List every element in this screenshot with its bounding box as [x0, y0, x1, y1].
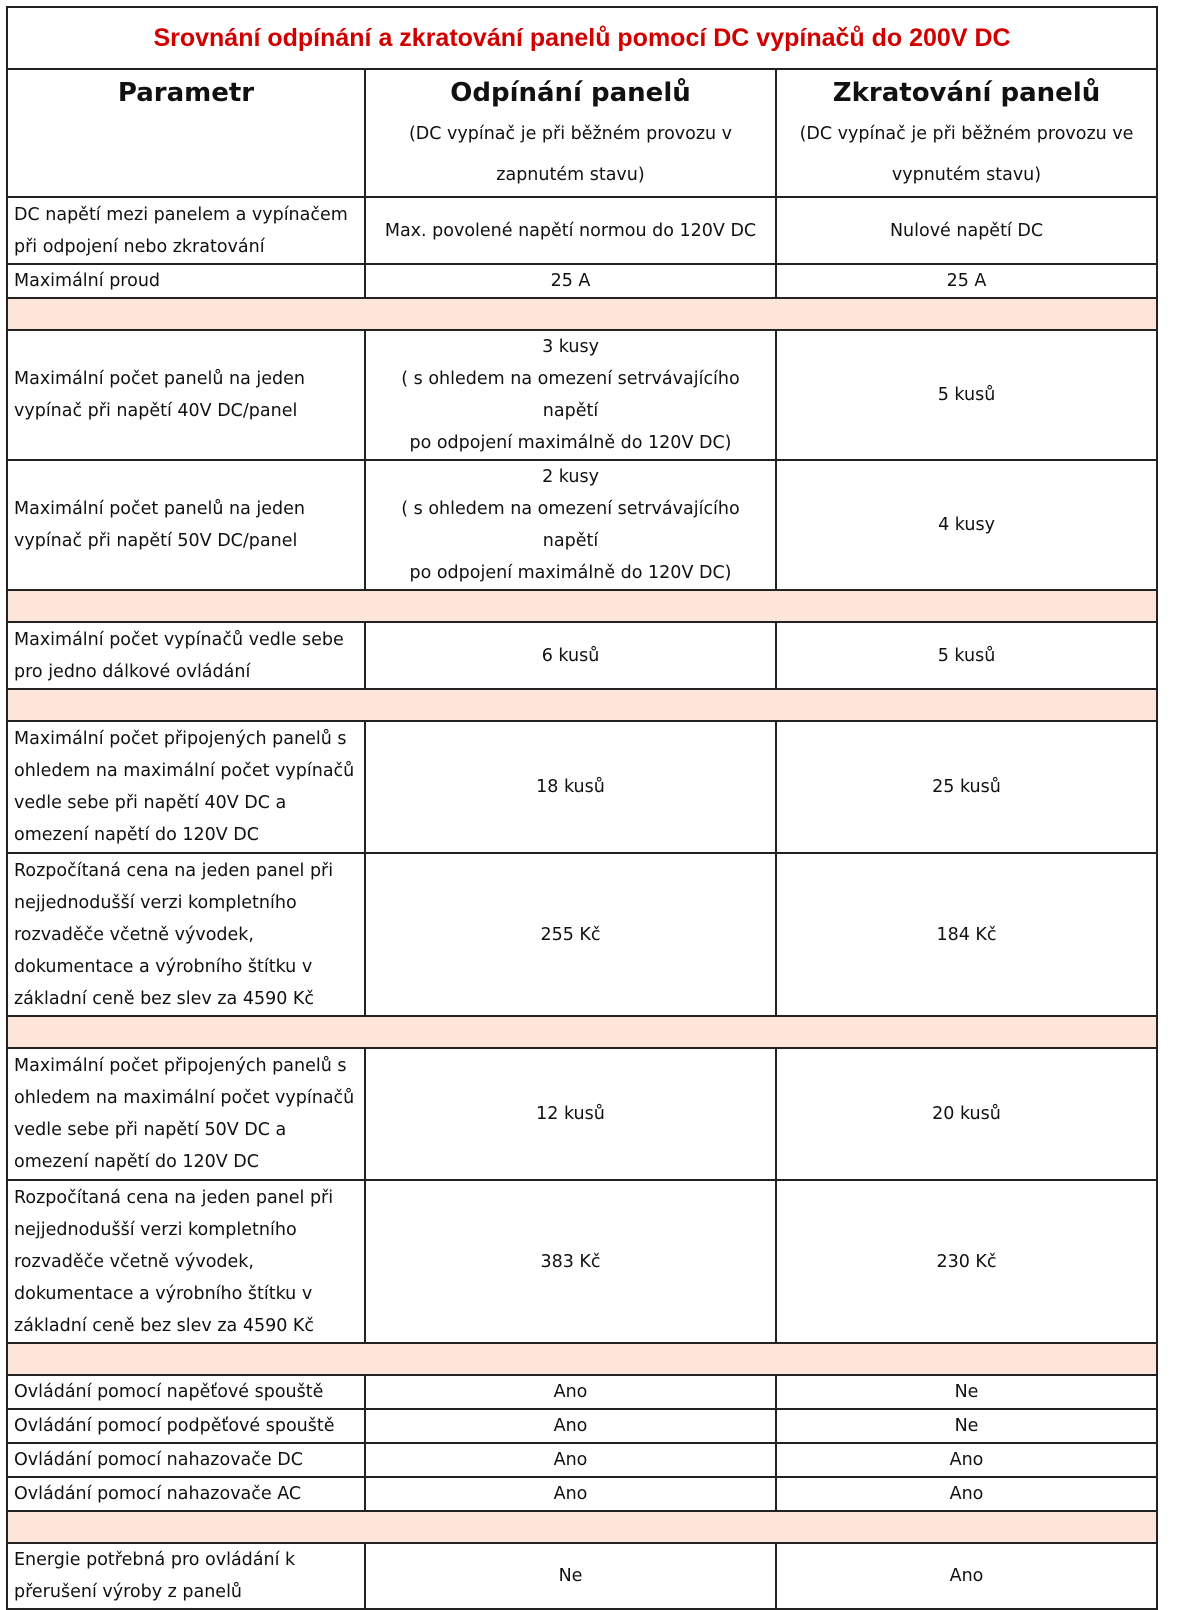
separator-cell [7, 1016, 1157, 1048]
value-odpinani: 6 kusů [365, 622, 776, 689]
value-zkratovani: 5 kusů [776, 330, 1157, 460]
comparison-table [6, 6, 1158, 1610]
value-zkratovani: 4 kusy [776, 460, 1157, 590]
value-zkratovani: 25 kusů [776, 721, 1157, 853]
param-cell: Energie potřebná pro ovládání k přerušení výroby z panelů [7, 1543, 365, 1609]
value-line: ( s ohledem na omezení setrvávajícího napětí [401, 369, 740, 421]
param-cell: Maximální proud [7, 264, 365, 298]
value-line: 2 kusy [542, 467, 599, 487]
header-col1-note: (DC vypínač je při běžném provozu v zapnutém stavu) [408, 124, 733, 185]
param-cell: Maximální počet vypínačů vedle sebe pro jedno dálkové ovládání [7, 622, 365, 689]
separator-row [7, 590, 1157, 622]
table-row [7, 1180, 1157, 1343]
separator-row [7, 1016, 1157, 1048]
header-param [7, 69, 365, 197]
param-cell: Ovládání pomocí napěťové spouště [7, 1375, 365, 1409]
table-row [7, 721, 1157, 853]
value-odpinani: 18 kusů [365, 721, 776, 853]
table-row [7, 1477, 1157, 1511]
value-line: po odpojení maximálně do 120V DC) [409, 433, 732, 453]
separator-row [7, 1343, 1157, 1375]
param-cell: Maximální počet panelů na jeden vypínač při napětí 50V DC/panel [7, 460, 365, 590]
title-row [7, 7, 1157, 69]
table-row [7, 1409, 1157, 1443]
separator-cell [7, 1343, 1157, 1375]
separator-cell [7, 298, 1157, 330]
value-odpinani: 25 A [365, 264, 776, 298]
table-row [7, 1543, 1157, 1609]
param-cell: Ovládání pomocí nahazovače AC [7, 1477, 365, 1511]
separator-cell [7, 1511, 1157, 1543]
value-odpinani: Ano [365, 1477, 776, 1511]
header-col2-note: (DC vypínač je při běžném provozu ve vypnutém stavu) [799, 124, 1134, 185]
value-zkratovani: 5 kusů [776, 622, 1157, 689]
value-odpinani: 12 kusů [365, 1048, 776, 1180]
value-line: ( s ohledem na omezení setrvávajícího napětí [401, 499, 740, 551]
table-row [7, 264, 1157, 298]
value-zkratovani: Ano [776, 1443, 1157, 1477]
value-odpinani: Ano [365, 1443, 776, 1477]
value-zkratovani: 184 Kč [776, 853, 1157, 1016]
table-row [7, 622, 1157, 689]
param-cell: Maximální počet panelů na jeden vypínač při napětí 40V DC/panel [7, 330, 365, 460]
value-zkratovani: Ano [776, 1543, 1157, 1609]
param-cell: Ovládání pomocí nahazovače DC [7, 1443, 365, 1477]
value-odpinani: 383 Kč [365, 1180, 776, 1343]
value-zkratovani: 25 A [776, 264, 1157, 298]
param-cell: Rozpočítaná cena na jeden panel při nejjednodušší verzi kompletního rozvaděče včetně vývodek, dokumentace a výrobního štítku v základní ceně bez slev za 4590 Kč [7, 1180, 365, 1343]
param-cell: Ovládání pomocí podpěťové spouště [7, 1409, 365, 1443]
param-cell: DC napětí mezi panelem a vypínačem při odpojení nebo zkratování [7, 197, 365, 264]
value-odpinani [365, 330, 776, 460]
table-row [7, 1375, 1157, 1409]
param-cell: Rozpočítaná cena na jeden panel při nejjednodušší verzi kompletního rozvaděče včetně vývodek, dokumentace a výrobního štítku v základní ceně bez slev za 4590 Kč [7, 853, 365, 1016]
value-zkratovani: Ano [776, 1477, 1157, 1511]
table-row [7, 853, 1157, 1016]
table-row [7, 330, 1157, 460]
separator-row [7, 689, 1157, 721]
value-odpinani: Ano [365, 1409, 776, 1443]
value-zkratovani: Ne [776, 1409, 1157, 1443]
header-col1 [365, 69, 776, 197]
separator-cell [7, 689, 1157, 721]
separator-cell [7, 590, 1157, 622]
value-odpinani: Max. povolené napětí normou do 120V DC [365, 197, 776, 264]
separator-row [7, 298, 1157, 330]
value-line: po odpojení maximálně do 120V DC) [409, 563, 732, 583]
header-param-label: Parametr [117, 78, 255, 108]
param-cell: Maximální počet připojených panelů s ohledem na maximální počet vypínačů vedle sebe při napětí 50V DC a omezení napětí do 120V DC [7, 1048, 365, 1180]
value-line: 3 kusy [542, 337, 599, 357]
value-zkratovani: Nulové napětí DC [776, 197, 1157, 264]
value-odpinani [365, 460, 776, 590]
table-row [7, 1048, 1157, 1180]
table-row [7, 197, 1157, 264]
header-col2-title: Zkratování panelů [832, 78, 1101, 108]
table-row [7, 460, 1157, 590]
separator-row [7, 1511, 1157, 1543]
table-row [7, 1443, 1157, 1477]
header-col1-title: Odpínání panelů [450, 78, 691, 108]
value-odpinani: Ano [365, 1375, 776, 1409]
header-col2 [776, 69, 1157, 197]
value-zkratovani: 20 kusů [776, 1048, 1157, 1180]
value-zkratovani: Ne [776, 1375, 1157, 1409]
table-title: Srovnání odpínání a zkratování panelů pomocí DC vypínačů do 200V DC [7, 7, 1157, 69]
value-zkratovani: 230 Kč [776, 1180, 1157, 1343]
value-odpinani: 255 Kč [365, 853, 776, 1016]
header-row [7, 69, 1157, 197]
param-cell: Maximální počet připojených panelů s ohledem na maximální počet vypínačů vedle sebe při napětí 40V DC a omezení napětí do 120V DC [7, 721, 365, 853]
value-odpinani: Ne [365, 1543, 776, 1609]
